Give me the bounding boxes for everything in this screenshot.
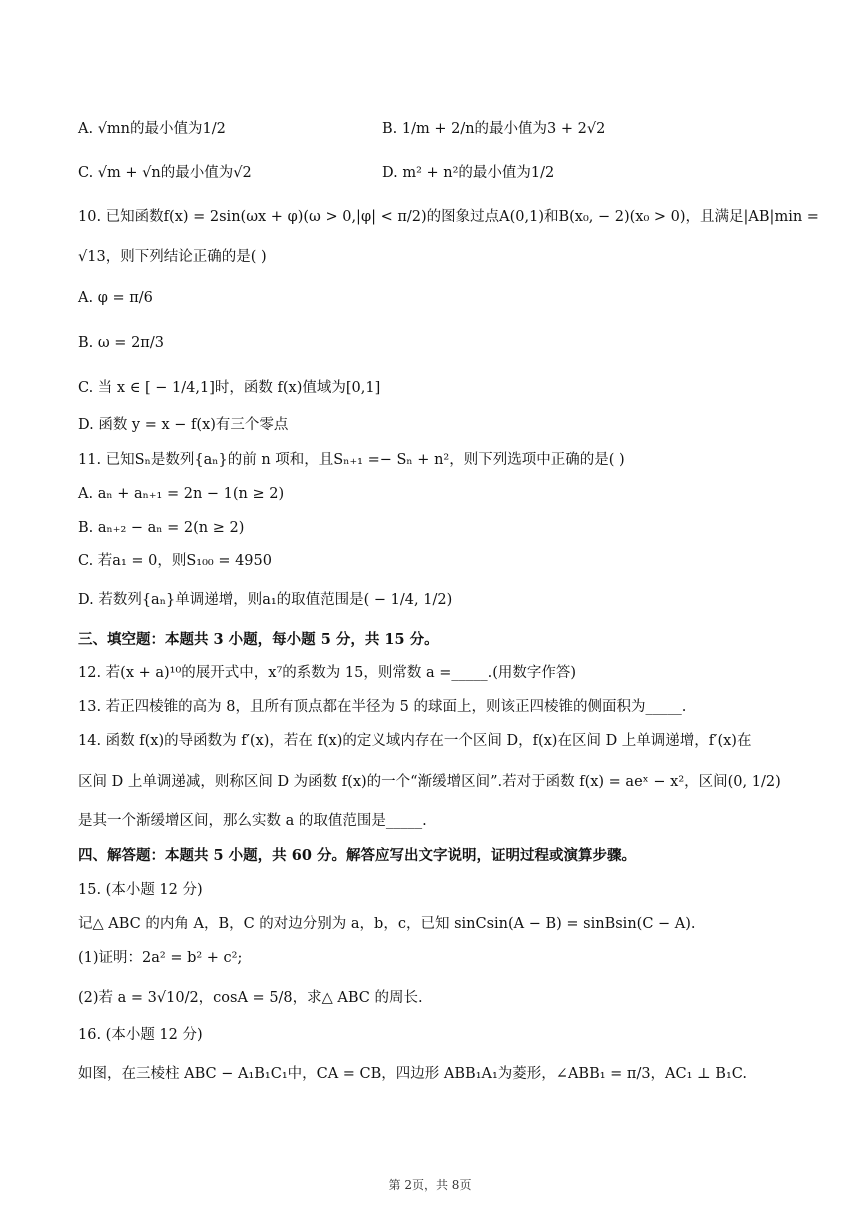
q15-part2: (2)若 a = 3√10/2，cosA = 5/8，求△ ABC 的周长. (78, 990, 423, 1006)
q9-option-d: D. m² + n²的最小值为1/2 (382, 165, 555, 181)
q13-text: 13. 若正四棱锥的高为 8，且所有顶点都在半径为 5 的球面上，则该正四棱锥的侧面积为_____. (78, 699, 687, 715)
page-footer: 第 2页，共 8页 (388, 1178, 472, 1192)
q15-part1: (1)证明：2a² = b² + c²; (78, 950, 243, 966)
q11-option-d: D. 若数列{aₙ}单调递增，则a₁的取值范围是( − 1/4, 1/2) (78, 592, 453, 608)
q12-text: 12. 若(x + a)¹⁰的展开式中，x⁷的系数为 15，则常数 a =_____.(用数字作答) (78, 665, 577, 681)
q16-title: 16. (本小题 12 分) (78, 1027, 203, 1043)
q14-line1: 14. 函数 f(x)的导函数为 f′(x)，若在 f(x)的定义域内存在一个区间 D，f(x)在区间 D 上单调递增，f′(x)在 (78, 733, 752, 749)
q15-title: 15. (本小题 12 分) (78, 882, 203, 898)
q9-option-c: C. √m + √n的最小值为√2 (78, 165, 252, 181)
q11-option-c: C. 若a₁ = 0，则S₁₀₀ = 4950 (78, 553, 272, 569)
q11-stem: 11. 已知Sₙ是数列{aₙ}的前 n 项和，且Sₙ₊₁ =− Sₙ + n²，则下列选项中正确的是( ) (78, 452, 625, 468)
q10-option-a: A. φ = π/6 (78, 290, 153, 306)
q15-stem: 记△ ABC 的内角 A，B，C 的对边分别为 a，b，c，已知 sinCsin(A − B) = sinBsin(C − A). (78, 916, 696, 932)
q10-option-c: C. 当 x ∈ [ − 1/4,1]时，函数 f(x)值域为[0,1] (78, 380, 381, 396)
q14-line3: 是其一个渐缓增区间，那么实数 a 的取值范围是_____. (78, 813, 427, 829)
q11-option-b: B. aₙ₊₂ − aₙ = 2(n ≥ 2) (78, 520, 245, 536)
q10-option-b: B. ω = 2π/3 (78, 335, 164, 351)
section-3-header: 三、填空题：本题共 3 小题，每小题 5 分，共 15 分。 (78, 631, 439, 648)
q10-option-d: D. 函数 y = x − f(x)有三个零点 (78, 417, 289, 433)
q9-option-a: A. √mn的最小值为1/2 (78, 121, 226, 137)
q9-option-b: B. 1/m + 2/n的最小值为3 + 2√2 (382, 121, 606, 137)
q10-stem-line1: 10. 已知函数f(x) = 2sin(ωx + φ)(ω > 0,|φ| < π/2)的图象过点A(0,1)和B(x₀, − 2)(x₀ > 0)，且满足|AB|min = (78, 209, 819, 225)
q11-option-a: A. aₙ + aₙ₊₁ = 2n − 1(n ≥ 2) (78, 486, 285, 502)
q10-stem-line2: √13，则下列结论正确的是( ) (78, 249, 267, 265)
q14-line2: 区间 D 上单调递减，则称区间 D 为函数 f(x)的一个“渐缓增区间”.若对于函数 f(x) = aeˣ − x²，区间(0, 1/2) (78, 774, 781, 790)
section-4-header: 四、解答题：本题共 5 小题，共 60 分。解答应写出文字说明，证明过程或演算步骤。 (78, 847, 636, 864)
q16-stem: 如图，在三棱柱 ABC − A₁B₁C₁中，CA = CB，四边形 ABB₁A₁为菱形，∠ABB₁ = π/3，AC₁ ⊥ B₁C. (78, 1066, 747, 1082)
